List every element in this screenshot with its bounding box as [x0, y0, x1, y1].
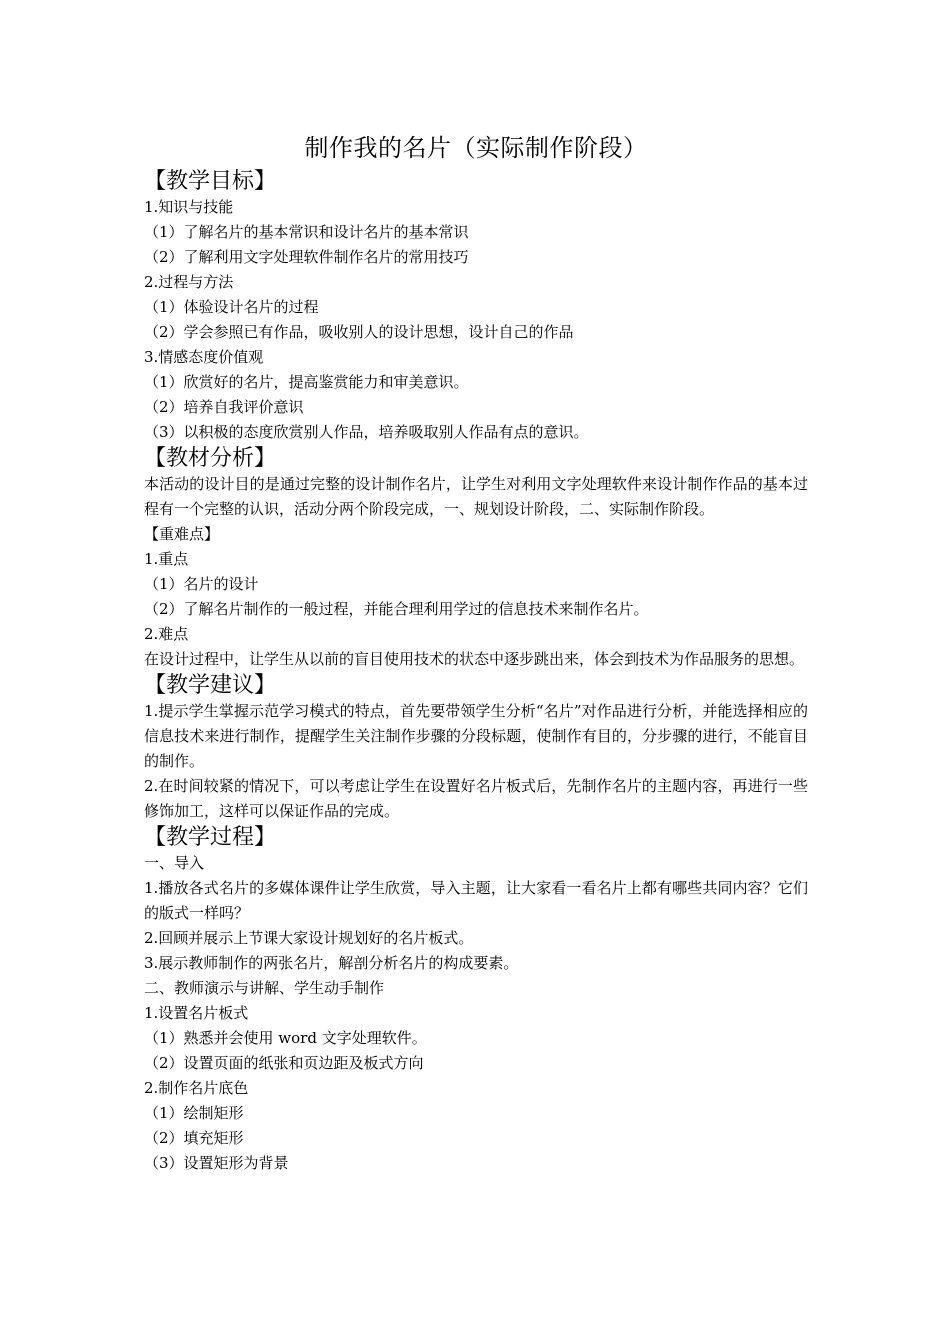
section-heading-suggestions: 【教学建议】: [144, 673, 277, 698]
section-suggestions: [144, 672, 808, 824]
key-point-line: （1）名片的设计: [144, 575, 259, 593]
key-point-line: 2.难点: [144, 625, 189, 643]
process-intro-paragraph: 1.播放各式名片的多媒体课件让学生欣赏，导入主题，让大家看一看名片上都有哪些共同内容？它们的版式一样吗？: [144, 879, 808, 922]
difficulty-paragraph: 在设计过程中，让学生从以前的盲目使用技术的状态中逐步跳出来，体会到技术为作品服务的思想。: [144, 650, 805, 668]
objective-line: （2）学会参照已有作品，吸收别人的设计思想，设计自己的作品: [144, 323, 574, 341]
objective-line: 2.过程与方法: [144, 273, 234, 291]
process-line: 2.制作名片底色: [144, 1079, 249, 1097]
objective-line: 3.情感态度价值观: [144, 348, 264, 366]
suggestion-paragraph: 2.在时间较紧的情况下，可以考虑让学生在设置好名片板式后，先制作名片的主题内容，再进行一些修饰加工，这样可以保证作品的完成。: [144, 777, 808, 820]
objective-line: （2）培养自我评价意识: [144, 398, 304, 416]
objective-line: （1）了解名片的基本常识和设计名片的基本常识: [144, 223, 469, 241]
process-line: （3）设置矩形为背景: [144, 1154, 289, 1172]
objective-line: 1.知识与技能: [144, 198, 234, 216]
process-intro-label: 一、导入: [144, 854, 205, 872]
key-point-line: 1.重点: [144, 550, 189, 568]
section-objectives: [144, 168, 808, 445]
section-process: [144, 824, 808, 1176]
document-title: 制作我的名片（实际制作阶段）: [304, 134, 648, 162]
process-line: （1）绘制矩形: [144, 1104, 244, 1122]
section-analysis: [144, 445, 808, 672]
process-line: （1）熟悉并会使用 word 文字处理软件。: [144, 1029, 427, 1047]
process-line: （2）填充矩形: [144, 1129, 244, 1147]
section-heading-analysis: 【教材分析】: [144, 446, 277, 471]
objective-line: （1）体验设计名片的过程: [144, 298, 319, 316]
objective-line: （3）以积极的态度欣赏别人作品，培养吸取别人作品有点的意识。: [144, 423, 589, 441]
analysis-paragraph: 本活动的设计目的是通过完整的设计制作名片，让学生对利用文字处理软件来设计制作作品的基本过程有一个完整的认识，活动分两个阶段完成，一、规划设计阶段，二、实际制作阶段。: [144, 475, 808, 518]
process-line: 二、教师演示与讲解、学生动手制作: [144, 979, 385, 997]
process-line: （2）设置页面的纸张和页边距及板式方向: [144, 1054, 424, 1072]
section-heading-process: 【教学过程】: [144, 825, 277, 850]
process-intro-paragraph: 2.回顾并展示上节课大家设计规划好的名片板式。: [144, 929, 474, 947]
key-point-line: （2）了解名片制作的一般过程，并能合理利用学过的信息技术来制作名片。: [144, 600, 649, 618]
key-points-heading: 【重难点】: [144, 525, 220, 543]
objective-line: （1）欣赏好的名片，提高鉴赏能力和审美意识。: [144, 373, 469, 391]
suggestion-paragraph: 1.提示学生掌握示范学习模式的特点，首先要带领学生分析“名片”对作品进行分析，并能选择相应的信息技术来进行制作，提醒学生关注制作步骤的分段标题，使制作有目的，分步骤的进行，不能盲目的制作。: [144, 702, 808, 770]
objective-line: （2）了解利用文字处理软件制作名片的常用技巧: [144, 248, 469, 266]
section-heading-objectives: 【教学目标】: [144, 169, 277, 194]
document-body: [144, 130, 808, 1176]
process-line: 1.设置名片板式: [144, 1004, 249, 1022]
process-intro-paragraph: 3.展示教师制作的两张名片，解剖分析名片的构成要素。: [144, 954, 519, 972]
